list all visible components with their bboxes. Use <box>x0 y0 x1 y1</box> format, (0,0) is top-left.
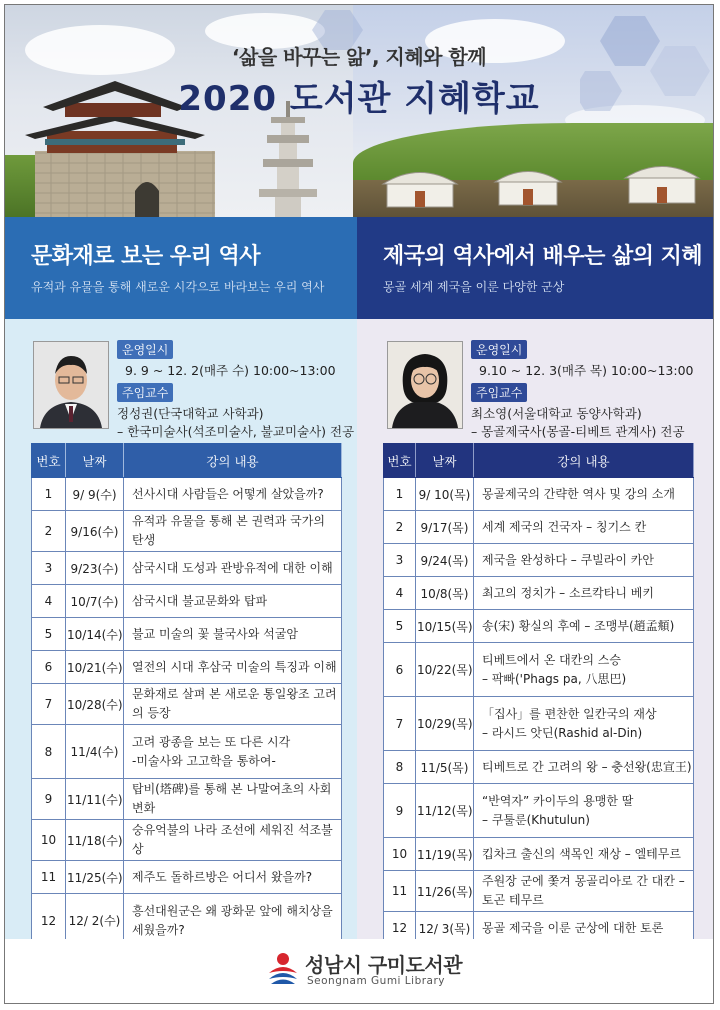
schedule-text: 9.10 ~ 12. 3(매주 목) 10:00~13:00 <box>479 363 694 378</box>
schedule-text: 9. 9 ~ 12. 2(매주 수) 10:00~13:00 <box>125 363 336 378</box>
table-row <box>384 838 694 871</box>
professor-name: 최소영(서울대학교 동양사학과) <box>471 406 642 421</box>
table-row <box>384 511 694 544</box>
row-topic <box>474 838 694 871</box>
row-number: 6 <box>384 643 416 697</box>
column-header-topic: 강의 내용 <box>474 444 694 478</box>
table-row <box>32 511 342 552</box>
table-row <box>32 585 342 618</box>
right-section-subtitle: 몽골 세계 제국을 이룬 다양한 군상 <box>383 280 565 294</box>
row-topic-line: 숭유억불의 나라 조선에 세워진 석조불상 <box>132 823 333 856</box>
schedule-tag: 운영일시 <box>117 340 173 359</box>
row-date: 12/ 2(수) <box>66 894 124 948</box>
row-topic-line: 흥선대원군은 왜 광화문 앞에 해치상을 <box>132 903 333 918</box>
row-topic-line: 송(宋) 황실의 후예 – 조맹부(趙孟頫) <box>482 618 675 633</box>
professor-portrait-icon <box>34 342 108 428</box>
row-number: 12 <box>384 912 416 945</box>
row-topic-line: 세계 제국의 건국자 – 칭기스 칸 <box>482 519 647 534</box>
row-date: 12/ 3(목) <box>416 912 474 945</box>
table-header-row <box>384 444 694 478</box>
row-topic-line: 고려 광종을 보는 또 다른 시각 <box>132 734 291 749</box>
left-section-title: 문화재로 보는 우리 역사 <box>31 244 260 269</box>
row-date: 11/5(목) <box>416 751 474 784</box>
row-date: 11/25(수) <box>66 861 124 894</box>
row-topic <box>474 871 694 912</box>
row-number: 2 <box>32 511 66 552</box>
row-number: 11 <box>32 861 66 894</box>
row-topic-line: 티베트로 간 고려의 왕 – 충선왕(忠宣王) <box>482 759 692 774</box>
column-header-number: 번호 <box>384 444 416 478</box>
row-topic-line: 불교 미술의 꽃 불국사와 석굴암 <box>132 626 298 641</box>
row-topic-line: 킵차크 출신의 색목인 재상 – 엘테무르 <box>482 846 681 861</box>
row-topic <box>124 618 342 651</box>
row-date: 10/29(목) <box>416 697 474 751</box>
row-date: 10/21(수) <box>66 651 124 684</box>
row-date: 11/19(목) <box>416 838 474 871</box>
right-course-info <box>471 339 694 441</box>
table-row <box>384 751 694 784</box>
table-row <box>32 779 342 820</box>
table-row <box>384 697 694 751</box>
row-date: 9/23(수) <box>66 552 124 585</box>
right-section-title: 제국의 역사에서 배우는 삶의 지혜 <box>383 244 703 269</box>
row-date: 9/16(수) <box>66 511 124 552</box>
professor-specialty: – 한국미술사(석조미술사, 불교미술사) 전공 <box>117 424 355 439</box>
row-number: 5 <box>384 610 416 643</box>
row-topic-line-2: 세웠을까? <box>132 922 185 937</box>
table-row <box>384 544 694 577</box>
poster <box>4 4 714 1004</box>
ger-tents-image <box>377 159 707 209</box>
row-topic-line: 티베트에서 온 대칸의 스승 <box>482 652 621 667</box>
row-date: 11/4(수) <box>66 725 124 779</box>
row-topic-line: 열전의 시대 후삼국 미술의 특징과 이해 <box>132 659 337 674</box>
row-topic-line: 삼국시대 불교문화와 탑파 <box>132 593 268 608</box>
table-header-row <box>32 444 342 478</box>
row-topic <box>124 779 342 820</box>
row-number: 7 <box>32 684 66 725</box>
row-topic-line-2: -미술사와 고고학을 통하여- <box>132 753 276 768</box>
table-row <box>384 784 694 838</box>
row-topic-line-2: – 쿠툴룬(Khutulun) <box>482 812 590 827</box>
row-number: 9 <box>384 784 416 838</box>
table-row <box>32 618 342 651</box>
row-number: 10 <box>384 838 416 871</box>
table-row <box>384 577 694 610</box>
table-row <box>384 643 694 697</box>
row-date: 9/24(목) <box>416 544 474 577</box>
library-logo-icon <box>267 951 299 985</box>
row-topic-line: 선사시대 사람들은 어떻게 살았을까? <box>132 486 324 501</box>
row-topic <box>124 820 342 861</box>
row-topic <box>474 751 694 784</box>
left-schedule-table <box>31 443 342 948</box>
row-number: 4 <box>32 585 66 618</box>
row-number: 12 <box>32 894 66 948</box>
library-name: 성남시 구미도서관 <box>305 953 463 977</box>
table-row <box>384 478 694 511</box>
right-section-header <box>357 217 713 319</box>
row-number: 1 <box>32 478 66 511</box>
row-date: 10/8(목) <box>416 577 474 610</box>
row-topic <box>474 478 694 511</box>
row-date: 11/11(수) <box>66 779 124 820</box>
row-topic <box>124 511 342 552</box>
row-date: 9/17(목) <box>416 511 474 544</box>
row-date: 10/7(수) <box>66 585 124 618</box>
row-topic <box>474 610 694 643</box>
row-number: 1 <box>384 478 416 511</box>
table-row <box>32 651 342 684</box>
row-topic <box>474 577 694 610</box>
row-date: 11/12(목) <box>416 784 474 838</box>
right-schedule-table <box>383 443 694 945</box>
row-number: 6 <box>32 651 66 684</box>
row-topic-line: 유적과 유물을 통해 본 권력과 국가의 탄생 <box>132 514 325 547</box>
row-date: 9/ 10(목) <box>416 478 474 511</box>
row-topic-line: 삼국시대 도성과 관방유적에 대한 이해 <box>132 560 333 575</box>
row-topic <box>474 643 694 697</box>
row-topic-line: 문화재로 살펴 본 새로운 통일왕조 고려의 등장 <box>132 687 337 720</box>
row-topic-line: 주원장 군에 쫓겨 몽골리아로 간 대칸 – 토곤 테무르 <box>482 874 685 907</box>
row-topic-line: 몽골제국의 간략한 역사 및 강의 소개 <box>482 486 675 501</box>
row-number: 3 <box>384 544 416 577</box>
row-date: 9/ 9(수) <box>66 478 124 511</box>
row-date: 10/14(수) <box>66 618 124 651</box>
row-number: 9 <box>32 779 66 820</box>
table-row <box>32 552 342 585</box>
left-section-header <box>5 217 357 319</box>
table-row <box>32 820 342 861</box>
row-date: 10/28(수) <box>66 684 124 725</box>
row-topic <box>124 585 342 618</box>
column-header-topic: 강의 내용 <box>124 444 342 478</box>
professor-name: 정성권(단국대학교 사학과) <box>117 406 264 421</box>
table-row <box>32 725 342 779</box>
row-topic <box>474 511 694 544</box>
table-row <box>384 610 694 643</box>
professor-tag: 주임교수 <box>471 383 527 402</box>
row-topic-line: 탑비(塔碑)를 통해 본 나말여초의 사회변화 <box>132 782 332 815</box>
row-date: 10/15(목) <box>416 610 474 643</box>
right-course-pane <box>357 319 713 939</box>
row-topic <box>474 784 694 838</box>
row-topic <box>124 478 342 511</box>
header-banner <box>5 5 713 217</box>
professor-photo-right <box>387 341 463 429</box>
row-topic <box>124 651 342 684</box>
row-topic-line: 최고의 정치가 – 소르칵타니 베키 <box>482 585 654 600</box>
row-topic-line-2: – 라시드 앗딘(Rashid al-Din) <box>482 725 643 740</box>
table-row <box>32 478 342 511</box>
professor-photo-left <box>33 341 109 429</box>
professor-specialty: – 몽골제국사(몽골-티베트 관계사) 전공 <box>471 424 685 439</box>
row-topic <box>124 552 342 585</box>
footer <box>5 939 713 1003</box>
row-number: 2 <box>384 511 416 544</box>
table-row <box>32 684 342 725</box>
row-topic <box>124 684 342 725</box>
left-course-info <box>117 339 354 441</box>
row-topic <box>124 725 342 779</box>
row-number: 10 <box>32 820 66 861</box>
row-number: 8 <box>384 751 416 784</box>
column-header-number: 번호 <box>32 444 66 478</box>
row-number: 11 <box>384 871 416 912</box>
row-date: 10/22(목) <box>416 643 474 697</box>
table-row <box>384 871 694 912</box>
row-number: 8 <box>32 725 66 779</box>
row-topic <box>474 697 694 751</box>
row-topic-line-2: – 팍빠('Phags pa, 八思巴) <box>482 671 627 686</box>
left-section-subtitle: 유적과 유물을 통해 새로운 시각으로 바라보는 우리 역사 <box>31 280 325 294</box>
row-date: 11/18(수) <box>66 820 124 861</box>
column-header-date: 날짜 <box>416 444 474 478</box>
table-row <box>32 861 342 894</box>
row-topic <box>124 861 342 894</box>
row-topic-line: 몽골 제국을 이룬 군상에 대한 토론 <box>482 920 664 935</box>
row-number: 5 <box>32 618 66 651</box>
header-subtitle: ‘삶을 바꾸는 앎’, 지혜와 함께 <box>231 45 487 69</box>
row-topic <box>474 544 694 577</box>
schedule-tag: 운영일시 <box>471 340 527 359</box>
row-number: 3 <box>32 552 66 585</box>
professor-portrait-icon <box>388 342 462 428</box>
row-topic-line: 제주도 돌하르방은 어디서 왔을까? <box>132 869 313 884</box>
library-name-english: Seongnam Gumi Library <box>307 975 446 987</box>
row-topic-line: 「집사」를 편찬한 일칸국의 재상 <box>482 706 657 721</box>
row-date: 11/26(목) <box>416 871 474 912</box>
row-topic-line: 제국을 완성하다 – 쿠빌라이 카안 <box>482 552 654 567</box>
row-number: 4 <box>384 577 416 610</box>
professor-tag: 주임교수 <box>117 383 173 402</box>
page-title: 2020 도서관 지혜학교 <box>178 79 540 119</box>
left-course-pane <box>5 319 357 939</box>
row-number: 7 <box>384 697 416 751</box>
column-header-date: 날짜 <box>66 444 124 478</box>
row-topic-line: “반역자” 카이두의 용맹한 딸 <box>482 793 634 808</box>
